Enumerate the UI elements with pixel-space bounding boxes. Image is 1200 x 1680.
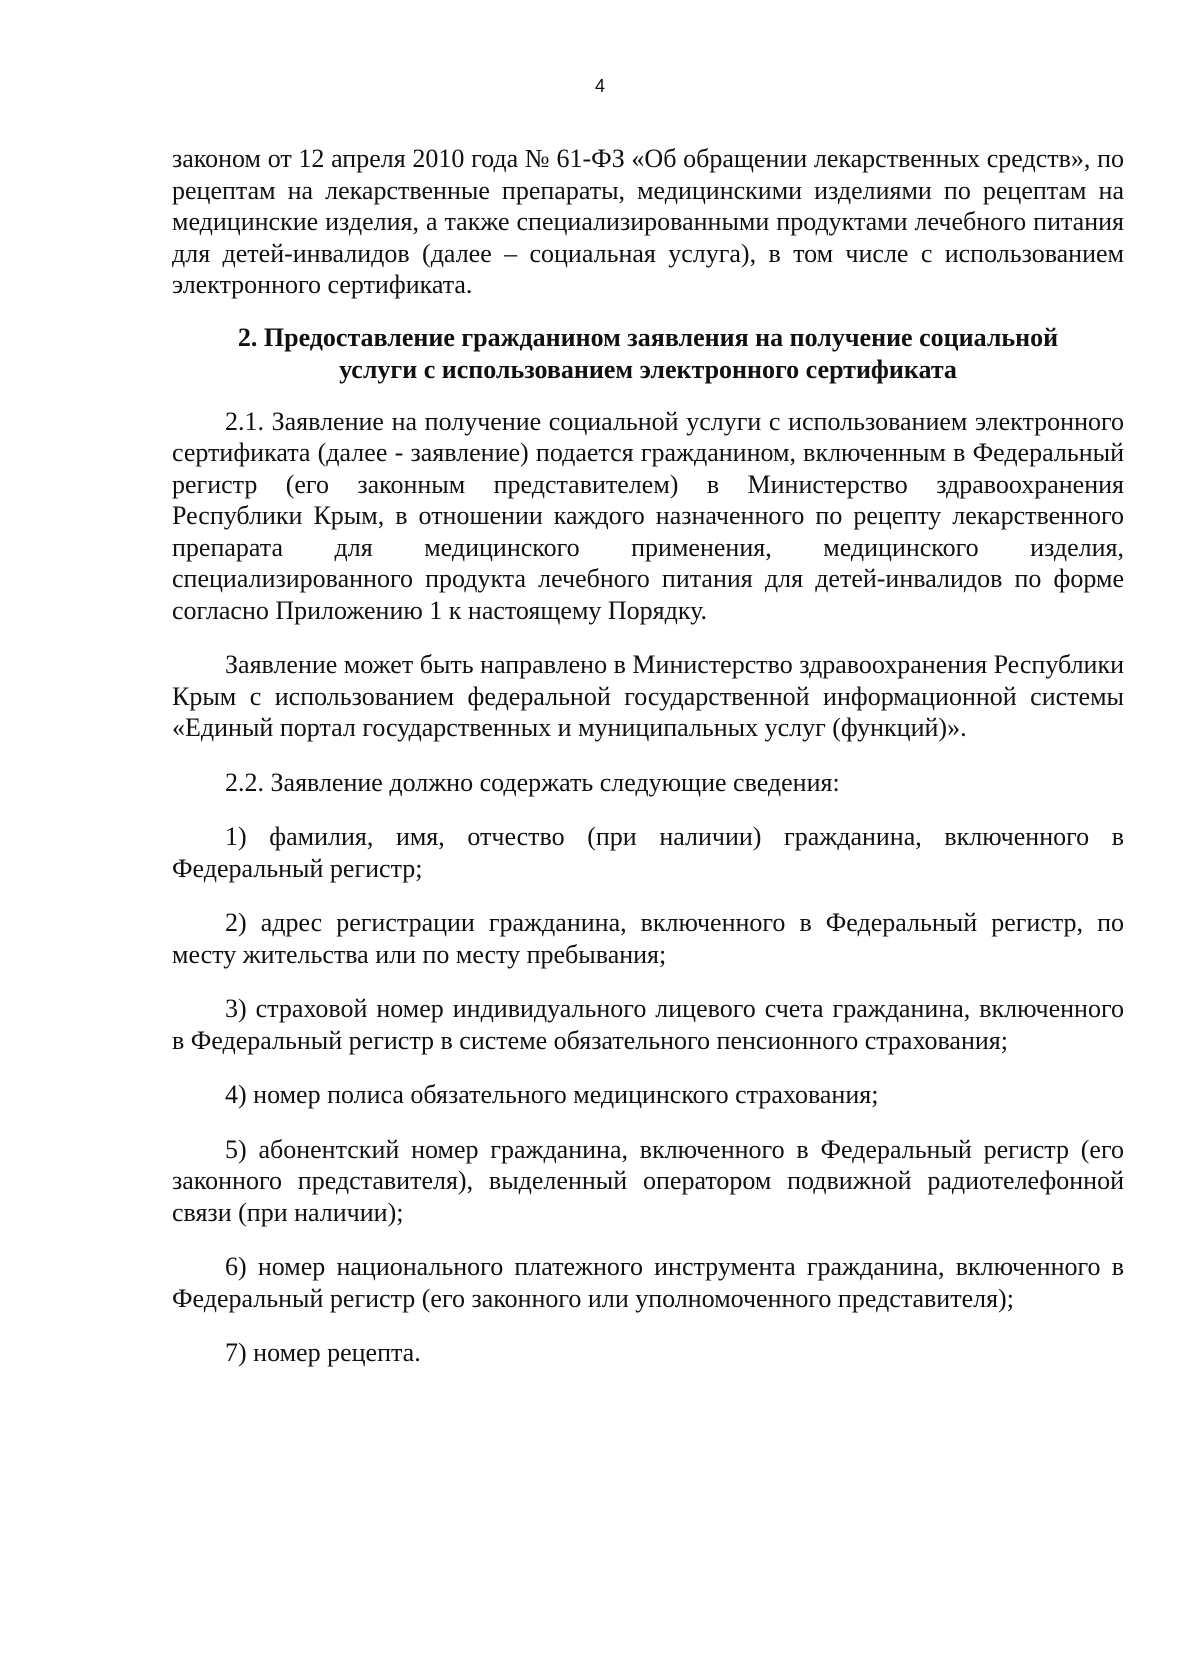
paragraph-2-2: 2.2. Заявление должно содержать следующие сведения: xyxy=(225,767,840,797)
list-item-1: 1) фамилия, имя, отчество (при наличии) гражданина, включенного в Федеральный регистр; xyxy=(172,822,1124,883)
intro-paragraph: законом от 12 апреля 2010 года № 61-ФЗ «Об обращении лекарственных средств», по рецептам на лекарственные препараты, медицинскими изделиями по рецептам на медицинские изделия, а также специализированными продуктами лечебного питания для детей-инвалидов (далее – социальная услуга), в том числе с использованием электронного сертификата. xyxy=(172,144,1124,299)
section-2-heading-line-1: 2. Предоставление гражданином заявления на получение социальной xyxy=(237,322,1059,352)
page-number: 4 xyxy=(594,76,605,96)
list-item-3: 3) страховой номер индивидуального лицевого счета гражданина, включенного в Федеральный регистр в системе обязательного пенсионного страхования; xyxy=(172,994,1124,1055)
list-item-7: 7) номер рецепта. xyxy=(225,1338,421,1367)
list-item-5: 5) абонентский номер гражданина, включенного в Федеральный регистр (его законного представителя), выделенный оператором подвижной радиотелефонной связи (при наличии); xyxy=(172,1134,1124,1227)
list-item-4: 4) номер полиса обязательного медицинского страхования; xyxy=(225,1080,879,1109)
paragraph-2-1: 2.1. Заявление на получение социальной услуги с использованием электронного сертификата (далее - заявление) подается гражданином, включенным в Федеральный регистр (его законным представителем) в Министерство здравоохранения Республики Крым, в отношении каждого назначенного по рецепту лекарственного препарата для медицинского применения, медицинского изделия, специализированного продукта лечебного питания для детей-инвалидов по форме согласно Приложению 1 к настоящему Порядку. xyxy=(172,406,1124,625)
section-2-heading-line-2: услуги с использованием электронного сертификата xyxy=(339,354,957,384)
list-item-2: 2) адрес регистрации гражданина, включенного в Федеральный регистр, по месту жительства или по месту пребывания; xyxy=(172,908,1124,969)
paragraph-2-1-b: Заявление может быть направлено в Министерство здравоохранения Республики Крым с использованием федеральной государственной информационной системы «Единый портал государственных и муниципальных услуг (функций)». xyxy=(172,650,1124,742)
document-body xyxy=(172,143,1124,1369)
section-2-heading xyxy=(172,322,1124,386)
list-item-6: 6) номер национального платежного инструмента гражданина, включенного в Федеральный регистр (его законного или уполномоченного представителя); xyxy=(172,1252,1124,1313)
